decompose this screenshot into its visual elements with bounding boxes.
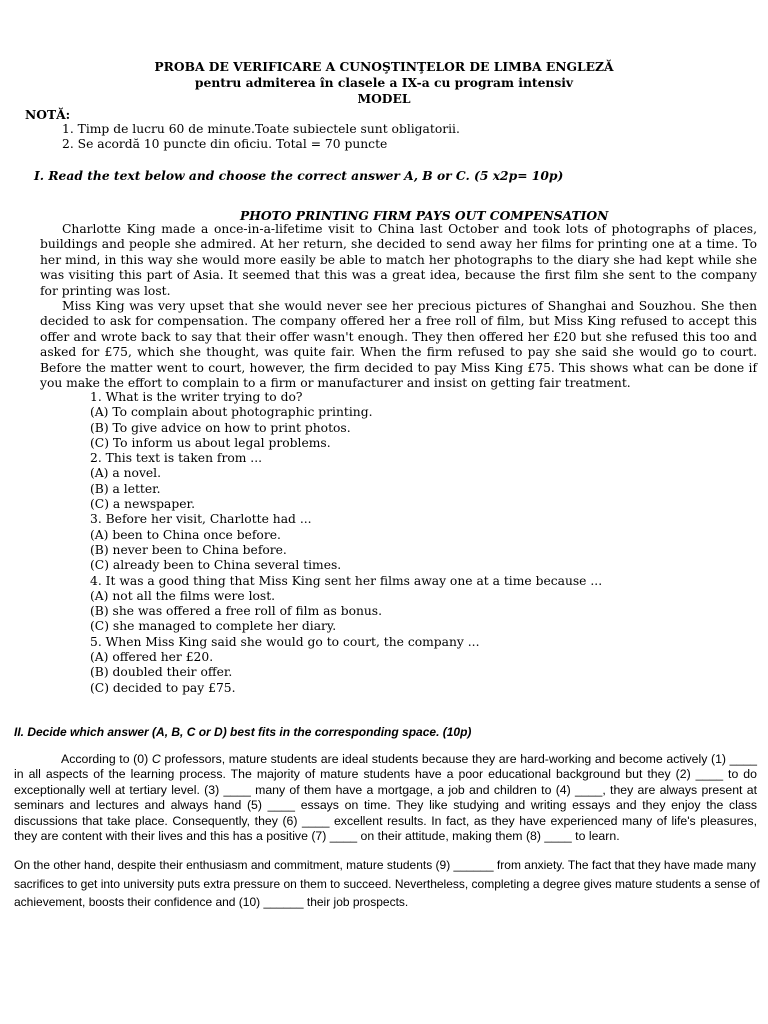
section1-instruction: I. Read the text below and choose the correct answer A, B or C. (5 x2p= 10p) [34, 168, 564, 183]
question-1-option-b: (B) To give advice on how to print photos. [90, 420, 351, 435]
question-5-option-b: (B) doubled their offer. [90, 665, 233, 680]
cloze-text-2: On the other hand, despite their enthusiasm and commitment, mature students (9) ______ from anxiety. The fact that they have made many sacrifices to get into university puts extra pressure on them to succeed. Nevertheless, completing a degree gives mature students a sense of achievement, boosts their confidence and (10) ______ their job prospects. [14, 858, 760, 910]
question-3-option-c: (C) already been to China several times. [90, 558, 342, 573]
question-2: 2. This text is taken from ... [90, 451, 263, 466]
exam-title: PROBA DE VERIFICARE A CUNOŞTINŢELOR DE LIMBA ENGLEZĂ [154, 59, 614, 74]
question-2-option-b: (B) a letter. [90, 481, 161, 496]
cloze-intro: According to [61, 752, 134, 766]
cloze-paragraph-1 [14, 752, 757, 844]
question-5-option-c: (C) decided to pay £75. [90, 680, 236, 695]
question-4: 4. It was a good thing that Miss King sent her films away one at a time because ... [90, 573, 603, 588]
question-4-option-b: (B) she was offered a free roll of film as bonus. [90, 604, 383, 619]
question-2-option-a: (A) a novel. [90, 466, 162, 481]
question-1-option-c: (C) To inform us about legal problems. [90, 435, 331, 450]
article-title: PHOTO PRINTING FIRM PAYS OUT COMPENSATION [240, 208, 609, 223]
question-4-option-a: (A) not all the films were lost. [90, 588, 276, 603]
question-5-option-a: (A) offered her £20. [90, 650, 214, 665]
exam-subtitle: pentru admiterea în clasele a IX-a cu program intensiv [194, 75, 574, 90]
nota-label: NOTĂ: [25, 107, 71, 122]
question-1: 1. What is the writer trying to do? [90, 390, 303, 404]
exam-model-label: MODEL [357, 91, 411, 106]
question-5: 5. When Miss King said she would go to court, the company ... [90, 634, 480, 649]
cloze-example-number: (0) [133, 752, 152, 766]
section2-instruction: II. Decide which answer (A, B, C or D) best fits in the corresponding space. (10p) [14, 725, 472, 739]
question-1-option-a: (A) To complain about photographic printing. [90, 405, 373, 420]
question-3: 3. Before her visit, Charlotte had ... [90, 512, 312, 527]
question-list [90, 390, 602, 696]
question-2-option-c: (C) a newspaper. [90, 497, 195, 512]
article-paragraph-1: Charlotte King made a once-in-a-lifetime visit to China last October and took lots of photographs of places, buildings and people she admired. At her return, she decided to send away her films for printing one at a time. To her mind, in this way she would more easily be able to match her photographs to the diary she had kept while she was visiting this part of Asia. It seemed that this was a great idea, because the first film she sent to the company for printing was lost. [40, 222, 757, 298]
nota-item-2: 2. Se acordă 10 puncte din oficiu. Total = 70 puncte [62, 137, 388, 151]
question-3-option-b: (B) never been to China before. [90, 542, 287, 557]
article-paragraph-2: Miss King was very upset that she would never see her precious pictures of Shanghai and Souzhou. She then decided to ask for compensation. The company offered her a free roll of film, but Miss King refused to accept this offer and wrote back to say that their offer wasn't enough. They then offered her £20 but she refused this too and asked for £75, which she thought, was quite fair. When the firm refused to pay she said she would go to court. Before the matter went to court, however, the firm decided to pay Miss King £75. This shows what can be done if you make the effort to complain to a firm or manufacturer and insist on getting fair treatment. [40, 299, 757, 391]
article-text [40, 222, 757, 391]
cloze-paragraph-2 [14, 856, 766, 912]
nota-item-1: 1. Timp de lucru 60 de minute.Toate subiectele sunt obligatorii. [62, 122, 460, 136]
question-4-option-c: (C) she managed to complete her diary. [90, 619, 337, 634]
question-3-option-a: (A) been to China once before. [90, 527, 281, 542]
cloze-example-answer: C [151, 752, 161, 766]
cloze-text: professors, mature students are ideal students because they are hard-working and become actively (1) ____ in all aspects of the learning process. The majority of mature students have a poor educational background but they (2) ____ to do exceptionally well at tertiary level. (3) ____ many of them have a mortgage, a job and children to (4) ____, they are always present at seminars and lectures and always hand (5) ____ essays on time. They like studying and writing essays and they enjoy the class discussions that take place. Consequently, they (6) ____ excellent results. In fact, as they have experienced many of life's pleasures, they are content with their lives and this has a positive (7) ____ on their attitude, making them (8) ____ to learn. [14, 752, 757, 844]
